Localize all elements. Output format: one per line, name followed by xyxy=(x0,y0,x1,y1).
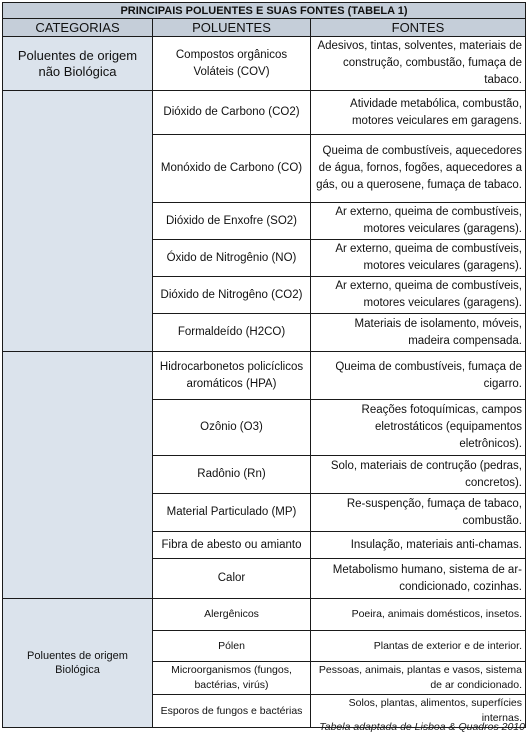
pollutant-cell: Dióxido de Enxofre (SO2) xyxy=(153,203,311,240)
pollutant-cell: Dióxido de Nitrogêno (CO2) xyxy=(153,277,311,314)
pollutant-cell: Formaldeído (H2CO) xyxy=(153,314,311,352)
header-fontes: FONTES xyxy=(311,19,526,37)
header-categorias: CATEGORIAS xyxy=(3,19,153,37)
table-caption: Tabela adaptada de Lisboa & Quadros 2010 xyxy=(319,721,525,733)
table-body xyxy=(3,37,526,728)
table-row xyxy=(3,599,526,631)
pollutant-cell: Ozônio (O3) xyxy=(153,400,311,456)
pollutant-cell: Radônio (Rn) xyxy=(153,456,311,494)
sources-cell: Re-suspenção, fumaça de tabaco, combustão. xyxy=(311,494,526,532)
sources-cell: Ar externo, queima de combustíveis, motores veiculares (garagens). xyxy=(311,277,526,314)
sources-cell: Plantas de exterior e de interior. xyxy=(311,631,526,662)
pollutant-cell: Microorganismos (fungos, bactérias, virús) xyxy=(153,662,311,695)
sources-cell: Pessoas, animais, plantas e vasos, sistema de ar condicionado. xyxy=(311,662,526,695)
pollutants-table-container xyxy=(2,2,525,728)
table-row xyxy=(3,91,526,135)
sources-cell: Ar externo, queima de combustíveis, motores veiculares (garagens). xyxy=(311,240,526,277)
table-title: PRINCIPAIS POLUENTES E SUAS FONTES (TABELA 1) xyxy=(3,3,526,19)
sources-cell: Materiais de isolamento, móveis, madeira compensada. xyxy=(311,314,526,352)
sources-cell: Ar externo, queima de combustíveis, motores veiculares (garagens). xyxy=(311,203,526,240)
pollutant-cell: Alergênicos xyxy=(153,599,311,631)
category-cell xyxy=(3,352,153,599)
pollutant-cell: Esporos de fungos e bactérias xyxy=(153,695,311,728)
sources-cell: Queima de combustíveis, fumaça de cigarro. xyxy=(311,352,526,400)
category-cell: Poluentes de origem não Biológica xyxy=(3,37,153,91)
sources-cell: Solos, plantas, alimentos, superfícies internas. xyxy=(311,695,526,728)
pollutant-cell: Hidrocarbonetos policíclicos aromáticos (HPA) xyxy=(153,352,311,400)
pollutant-cell: Dióxido de Carbono (CO2) xyxy=(153,91,311,135)
sources-cell: Insulação, materiais anti-chamas. xyxy=(311,532,526,559)
pollutants-table xyxy=(2,2,526,728)
pollutant-cell: Monóxido de Carbono (CO) xyxy=(153,135,311,203)
pollutant-cell: Material Particulado (MP) xyxy=(153,494,311,532)
sources-cell: Metabolismo humano, sistema de ar-condicionado, cozinhas. xyxy=(311,559,526,599)
sources-cell: Solo, materiais de contrução (pedras, concretos). xyxy=(311,456,526,494)
sources-cell: Poeira, animais domésticos, insetos. xyxy=(311,599,526,631)
sources-cell: Adesivos, tintas, solventes, materiais de construção, combustão, fumaça de tabaco. xyxy=(311,37,526,91)
header-poluentes: POLUENTES xyxy=(153,19,311,37)
pollutant-cell: Óxido de Nitrogênio (NO) xyxy=(153,240,311,277)
sources-cell: Reações fotoquímicas, campos eletrostáticos (equipamentos eletrônicos). xyxy=(311,400,526,456)
category-cell: Poluentes de origem Biológica xyxy=(3,599,153,728)
pollutant-cell: Pólen xyxy=(153,631,311,662)
sources-cell: Atividade metabólica, combustão, motores veiculares em garagens. xyxy=(311,91,526,135)
pollutant-cell: Compostos orgânicos Voláteis (COV) xyxy=(153,37,311,91)
sources-cell: Queima de combustíveis, aquecedores de água, fornos, fogões, aquecedores a gás, ou a querosene, fumaça de tabaco. xyxy=(311,135,526,203)
table-row xyxy=(3,352,526,400)
table-row xyxy=(3,37,526,91)
pollutant-cell: Calor xyxy=(153,559,311,599)
pollutant-cell: Fibra de abesto ou amianto xyxy=(153,532,311,559)
category-cell xyxy=(3,91,153,352)
